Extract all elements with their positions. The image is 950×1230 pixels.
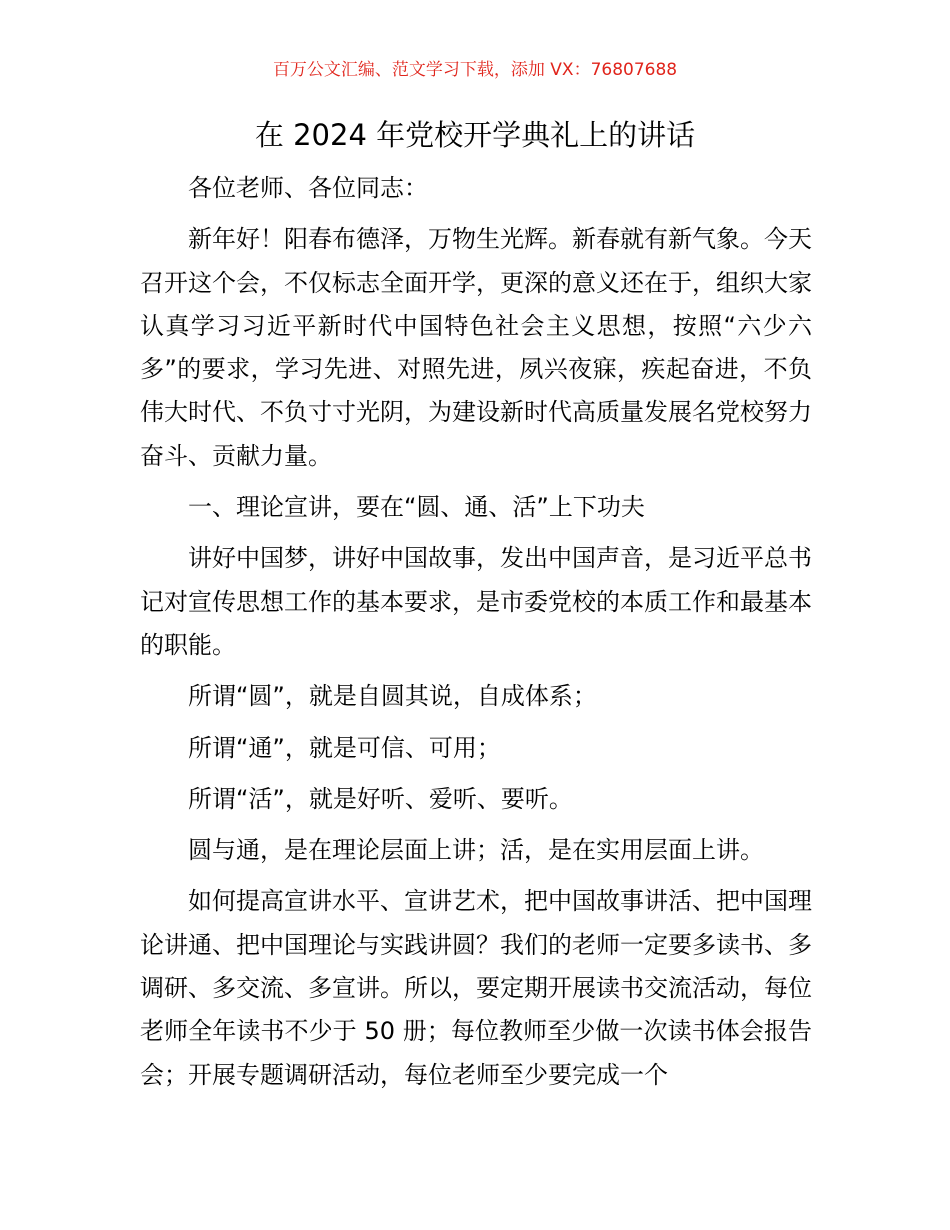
paragraph: 所谓“通”，就是可信、可用； — [188, 733, 501, 762]
salutation: 各位老师、各位同志： — [188, 174, 428, 202]
paragraph: 如何提高宣讲水平、宣讲艺术，把中国故事讲活、把中国理论讲通、把中国理论与实践讲圆？我们的老师一定要多读书、多调研、多交流、多宣讲。所以，要定期开展读书交流活动，每位老师全年读书不少于 50 册；每位教师至少做一次读书体会报告会；开展专题调研活动，每位老师至少要完成一个 — [140, 887, 812, 1089]
section-heading: 一、理论宣讲，要在“圆、通、活”上下功夫 — [188, 493, 645, 522]
document-title: 在 2024 年党校开学典礼上的讲话 — [254, 118, 696, 152]
paragraph: 所谓“活”，就是好听、爱听、要听。 — [188, 784, 573, 813]
header-note: 百万公文汇编、范文学习下载，添加 VX：76807688 — [272, 60, 678, 80]
paragraph: 圆与通，是在理论层面上讲；活，是在实用层面上讲。 — [188, 836, 764, 865]
document-body — [140, 167, 812, 1105]
paragraph: 新年好！阳春布德泽，万物生光辉。新春就有新气象。今天召开这个会，不仅标志全面开学，更深的意义还在于，组织大家认真学习习近平新时代中国特色社会主义思想，按照“六少六多”的要求，学习先进、对照先进，夙兴夜寐，疾起奋进，不负伟大时代、不负寸寸光阴，为建设新时代高质量发展名党校努力奋斗、贡献力量。 — [140, 225, 812, 470]
paragraph: 讲好中国梦，讲好中国故事，发出中国声音，是习近平总书记对宣传思想工作的基本要求，是市委党校的本质工作和最基本的职能。 — [140, 544, 812, 659]
paragraph: 所谓“圆”，就是自圆其说，自成体系； — [188, 682, 597, 711]
